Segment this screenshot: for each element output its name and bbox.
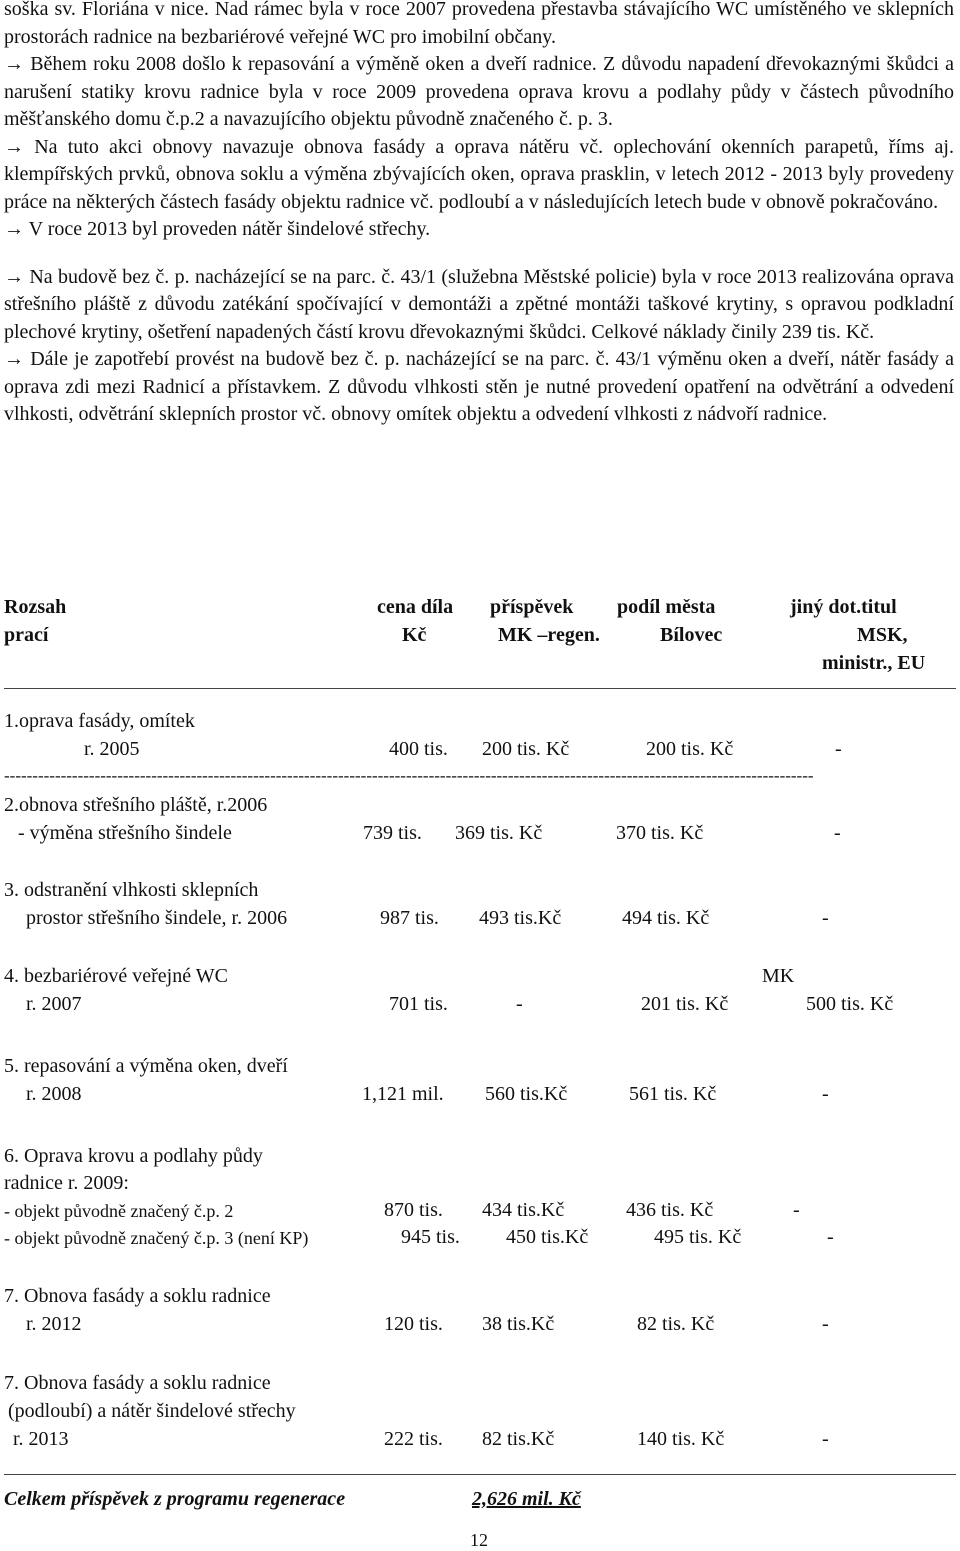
row-title: 3. odstranění vlhkosti sklepních — [4, 879, 259, 901]
cell-cena: 739 tis. — [363, 822, 422, 844]
body-text — [4, 0, 954, 429]
cell-prispevek: 200 tis. Kč — [482, 738, 570, 760]
cell-prispevek: 369 tis. Kč — [455, 822, 543, 844]
cell-cena: 701 tis. — [389, 993, 448, 1015]
cell-jiny: - — [835, 738, 842, 760]
cell-jiny-label: MK — [762, 965, 795, 987]
cell-podil: 201 tis. Kč — [641, 993, 729, 1015]
row-sub-label: - objekt původně značený č.p. 2 — [4, 1201, 234, 1221]
header-rule — [4, 688, 956, 689]
cell-podil: 495 tis. Kč — [654, 1226, 742, 1248]
cell-jiny: - — [793, 1199, 800, 1221]
cell-podil: 561 tis. Kč — [629, 1083, 717, 1105]
header-podil: podíl města — [617, 596, 716, 618]
cell-jiny: 500 tis. Kč — [806, 993, 894, 1015]
row-desc: (podloubí) a nátěr šindelové střechy — [8, 1400, 296, 1422]
header-rozsah: Rozsah — [4, 596, 67, 618]
cell-prispevek: 560 tis.Kč — [485, 1083, 568, 1105]
page-number: 12 — [470, 1530, 488, 1550]
paragraph: soška sv. Floriána v nice. Nad rámec byla v roce 2007 provedena přestavba stávajícího WC umístěného ve sklepních prostorách radnice na bezbariérové veřejné WC pro imobilní občany. — [4, 0, 954, 48]
cell-jiny: - — [827, 1226, 834, 1248]
header-jiny-ministr: ministr., EU — [822, 652, 926, 674]
row-title: 6. Oprava krovu a podlahy půdy — [4, 1145, 263, 1167]
row-desc: - výměna střešního šindele — [18, 822, 232, 844]
cell-podil: 494 tis. Kč — [622, 907, 710, 929]
row-title-2: radnice r. 2009: — [4, 1172, 129, 1194]
paragraph: → Dále je zapotřebí provést na budově bez č. p. nacházející se na parc. č. 43/1 výměnu oken a dveří, nátěr fasády a oprava zdi mezi Radnicí a přístavkem. Z důvodu vlhkosti stěn je nutné provedení opatření na odvětrání a odvedení vlhkosti, odvětrání sklepních prostor vč. obnovy omítek objektu a odvedení vlhkosti z nádvoří radnice. — [4, 348, 954, 425]
row-year: r. 2013 — [13, 1428, 69, 1450]
cell-cena: 120 tis. — [384, 1313, 443, 1335]
cell-cena: 400 tis. — [389, 738, 448, 760]
header-prispevek-mk: MK –regen. — [498, 624, 600, 646]
cell-cena: 870 tis. — [384, 1199, 443, 1221]
cell-prispevek: - — [516, 993, 523, 1015]
cell-cena: 222 tis. — [384, 1428, 443, 1450]
paragraph: → Během roku 2008 došlo k repasování a výměně oken a dveří radnice. Z důvodu napadení dřevokaznými škůdci a narušení statiky krovu radnice byla v roce 2009 provedena oprava krovu a podlahy půdy v částech původního měšťanského domu č.p.2 a navazujícího objektu původně značeného č. p. 3. — [4, 53, 954, 130]
row-title: 5. repasování a výměna oken, dveří — [4, 1055, 288, 1077]
cell-podil: 200 tis. Kč — [646, 738, 734, 760]
row-title: 7. Obnova fasády a soklu radnice — [4, 1372, 271, 1394]
cell-prispevek: 38 tis.Kč — [482, 1313, 555, 1335]
cell-prispevek: 493 tis.Kč — [479, 907, 562, 929]
paragraph: → Na budově bez č. p. nacházející se na parc. č. 43/1 (služebna Městské policie) byla v roce 2013 realizována oprava střešního pláště z důvodu zatékání spočívající v demontáži a zpětné montáži taškové krytiny, s opravou podkladní plechové krytiny, ošetření napadených částí krovu dřevokaznými škůdci. Celkové náklady činily 239 tis. Kč. — [4, 265, 954, 343]
row-year: r. 2008 — [26, 1083, 82, 1105]
row-sub-label: - objekt původně značený č.p. 3 (není KP) — [4, 1228, 309, 1248]
row-year: r. 2007 — [26, 993, 82, 1015]
paragraph: → V roce 2013 byl proveden nátěr šindelové střechy. — [4, 218, 431, 240]
header-jiny: jiný dot.titul — [790, 596, 897, 618]
paragraph: → Na tuto akci obnovy navazuje obnova fasády a oprava nátěru vč. oplechování okenních parapetů, říms aj. klempířských prvků, obnova soklu a výměna zbývajících oken, oprava prasklin, v letech 2012 - 2013 byly provedeny práce na některých částech fasády objektu radnice vč. podloubí a v následujících letech bude v obnově pokračováno. — [4, 135, 954, 213]
header-cena-unit: Kč — [402, 624, 427, 646]
header-praci: prací — [4, 624, 49, 646]
header-cena: cena díla — [377, 596, 454, 618]
total-label: Celkem příspěvek z programu regenerace — [4, 1488, 346, 1510]
cell-prispevek: 82 tis.Kč — [482, 1428, 555, 1450]
dashed-separator: ----------------------------------------------------------------------------------------------------------------------------------------------- — [4, 766, 814, 785]
cell-jiny: - — [822, 1313, 829, 1335]
cell-jiny: - — [822, 1428, 829, 1450]
cell-podil: 82 tis. Kč — [637, 1313, 715, 1335]
cell-jiny: - — [834, 822, 841, 844]
header-podil-bilovec: Bílovec — [660, 624, 723, 646]
row-year: r. 2005 — [84, 738, 140, 760]
header-jiny-msk: MSK, — [857, 624, 908, 646]
cell-prispevek: 434 tis.Kč — [482, 1199, 565, 1221]
cell-prispevek: 450 tis.Kč — [506, 1226, 589, 1248]
cell-podil: 370 tis. Kč — [616, 822, 704, 844]
cell-jiny: - — [822, 1083, 829, 1105]
row-desc: prostor střešního šindele, r. 2006 — [26, 907, 288, 929]
cell-cena: 987 tis. — [380, 907, 439, 929]
row-title: 7. Obnova fasády a soklu radnice — [4, 1285, 271, 1307]
row-title: 4. bezbariérové veřejné WC — [4, 965, 228, 987]
total-rule — [4, 1474, 956, 1475]
cell-cena: 945 tis. — [401, 1226, 460, 1248]
cell-podil: 140 tis. Kč — [637, 1428, 725, 1450]
row-title: 2.obnova střešního pláště, r.2006 — [4, 794, 268, 816]
cell-cena: 1,121 mil. — [362, 1083, 444, 1105]
cell-jiny: - — [822, 907, 829, 929]
cell-podil: 436 tis. Kč — [626, 1199, 714, 1221]
row-title: 1.oprava fasády, omítek — [4, 710, 195, 732]
header-prispevek: příspěvek — [490, 596, 574, 618]
total-value: 2,626 mil. Kč — [472, 1488, 581, 1510]
row-year: r. 2012 — [26, 1313, 82, 1335]
